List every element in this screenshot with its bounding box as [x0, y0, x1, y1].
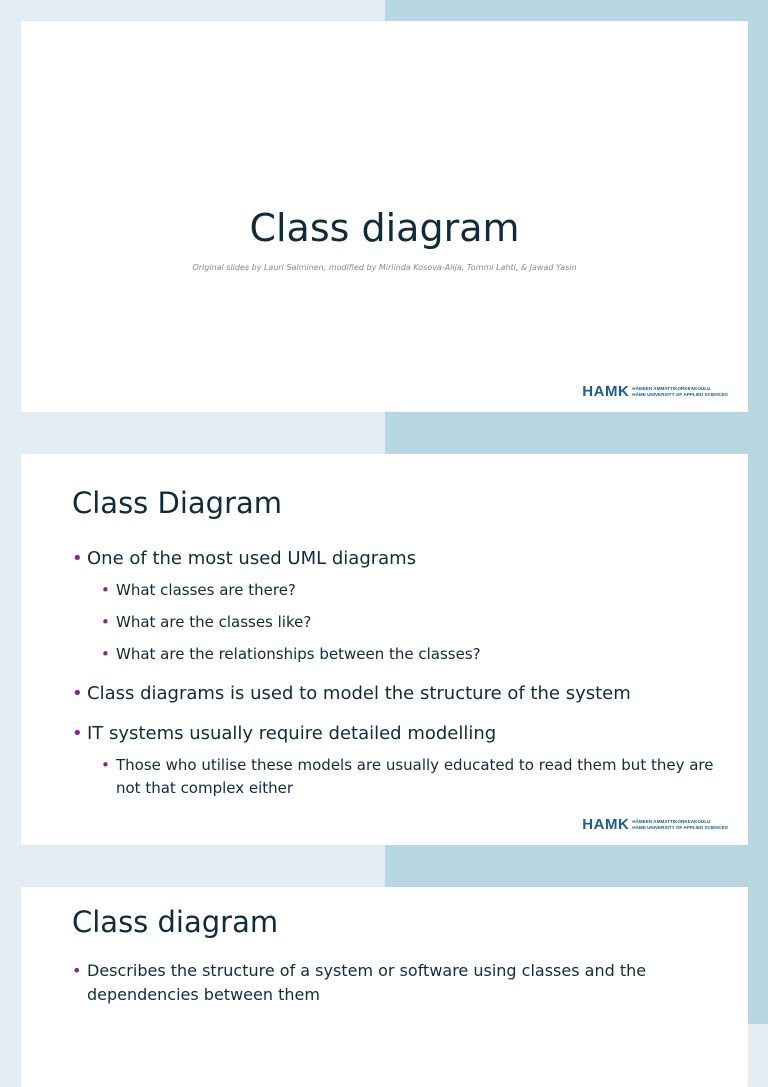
logo-wordmark: HAMK	[582, 383, 630, 400]
logo-text	[632, 819, 728, 831]
slide-title: Class diagram	[249, 206, 520, 250]
slide-subtitle: Original slides by Lauri Salminen, modified by Mirlinda Kosova-Alija, Tommi Lahti, & Jawad Yasin	[192, 263, 577, 272]
bullet-item	[72, 547, 722, 666]
hamk-logo	[582, 816, 728, 833]
slide-class-diagram-description	[21, 887, 748, 1087]
sub-bullet-list	[87, 754, 722, 800]
bullet-text: Class diagrams is used to model the structure of the system	[87, 683, 631, 704]
logo-line: HÄMEEN AMMATTIKORKEAKOULU	[632, 385, 711, 391]
bullet-item	[72, 722, 722, 800]
logo-line: HÄME UNIVERSITY OF APPLIED SCIENCES	[632, 391, 728, 397]
bullet-list	[72, 959, 722, 1023]
bullet-text: IT systems usually require detailed modelling	[87, 723, 497, 744]
logo-line: HÄME UNIVERSITY OF APPLIED SCIENCES	[632, 824, 728, 830]
sub-bullet-list	[87, 579, 722, 666]
sub-bullet-item: • What are the relationships between the classes?	[87, 643, 722, 666]
bullet-text: One of the most used UML diagrams	[87, 548, 417, 569]
slide-title: Class diagram	[72, 905, 279, 939]
hamk-logo	[582, 383, 728, 400]
sub-bullet-item: • What are the classes like?	[87, 611, 722, 634]
bullet-item: • Describes the structure of a system or software using classes and the dependencies between them	[72, 959, 722, 1007]
slide-title-slide	[21, 21, 748, 412]
slide-class-diagram-overview	[21, 454, 748, 845]
sub-bullet-item: • Those who utilise these models are usually educated to read them but they are not that complex either	[87, 754, 722, 800]
bullet-item	[72, 682, 722, 706]
logo-wordmark: HAMK	[582, 816, 630, 833]
logo-line: HÄMEEN AMMATTIKORKEAKOULU	[632, 818, 711, 824]
logo-text	[632, 386, 728, 398]
bullet-list	[72, 547, 722, 816]
sub-bullet-item: • What classes are there?	[87, 579, 722, 602]
slide-title: Class Diagram	[72, 486, 283, 520]
